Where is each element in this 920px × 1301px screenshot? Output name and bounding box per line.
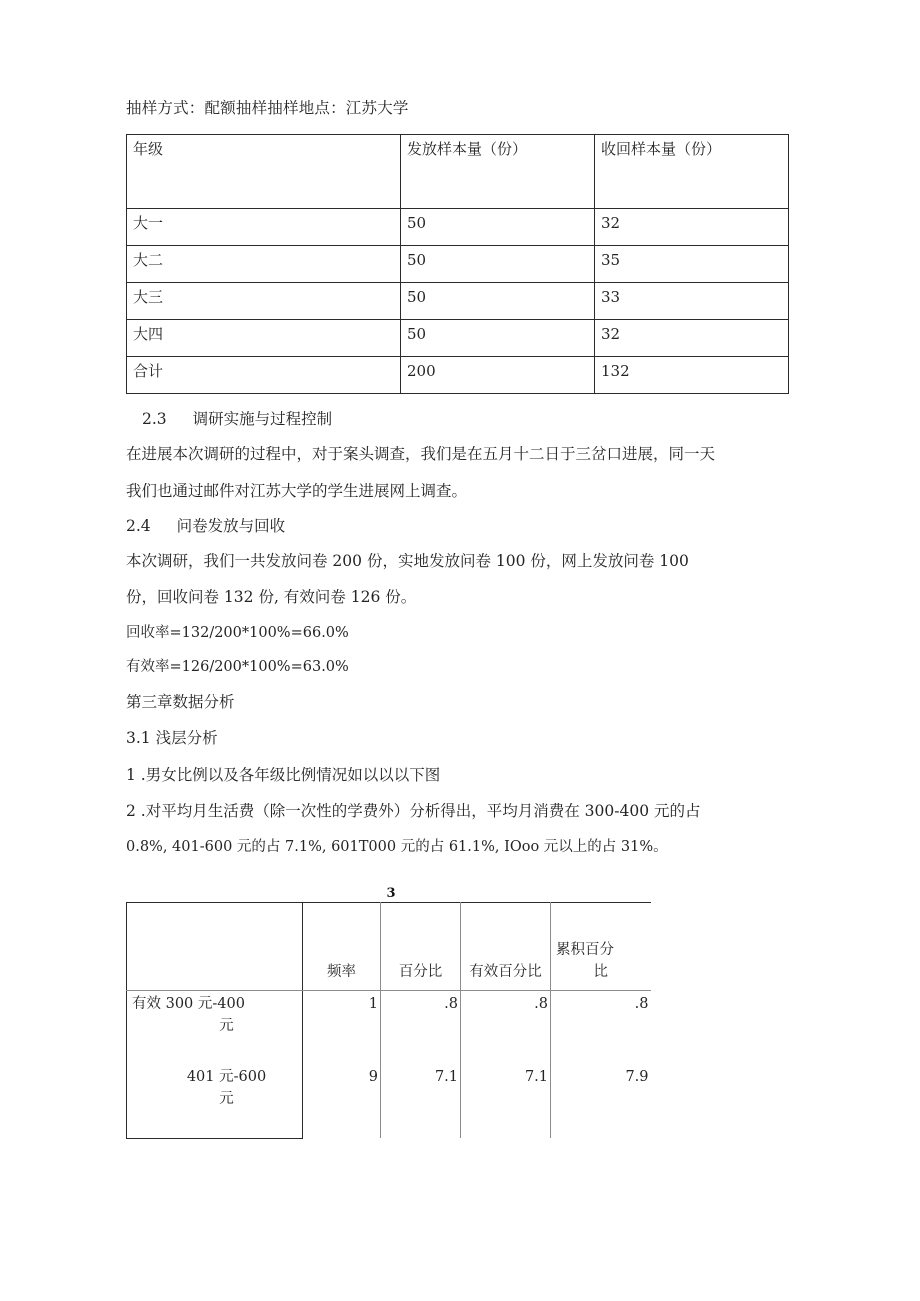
table-cell-returned: 32 — [595, 320, 789, 357]
table-cell-grade: 大一 — [127, 209, 401, 246]
cumulative-percent-line-2: 比 — [593, 964, 608, 981]
table-row — [127, 246, 789, 283]
frequency-row-percent: 7.1 — [381, 1064, 461, 1138]
validity-rate-line: 有效率=126/200*100%=63.0% — [126, 658, 349, 675]
table-cell-issued: 50 — [401, 320, 595, 357]
table-cell-issued: 50 — [401, 283, 595, 320]
paragraph-2-4-line-1: 本次调研，我们一共发放问卷 200 份，实地发放问卷 100 份，网上发放问卷 100 — [126, 552, 689, 571]
frequency-row-percent: .8 — [381, 990, 461, 1064]
frequency-table-caption: 3 — [386, 885, 396, 901]
frequency-table — [126, 902, 651, 1139]
section-number: 2.4 — [126, 516, 151, 535]
table-cell-grade: 大二 — [127, 246, 401, 283]
table-row — [127, 283, 789, 320]
table-row — [127, 209, 789, 246]
frequency-row-valid-percent: .8 — [461, 990, 551, 1064]
table-row-total — [127, 357, 789, 394]
frequency-table-wrapper — [126, 886, 650, 1139]
frequency-table-header-row — [127, 902, 651, 990]
frequency-header-cell-blank — [127, 902, 303, 990]
chapter-3-title: 第三章数据分析 — [126, 693, 235, 712]
frequency-row-cumulative-percent: 7.9 — [625, 1069, 649, 1086]
document-content — [126, 96, 790, 1139]
table-cell-returned: 132 — [595, 357, 789, 394]
section-heading-2-4 — [126, 509, 790, 543]
table-header-cell-grade: 年级 — [127, 135, 401, 209]
cumulative-percent-line-1: 累积百分 — [556, 942, 614, 959]
frequency-row-label — [127, 990, 303, 1064]
frequency-row-label-line-1: 401 元-600 — [186, 1069, 267, 1086]
frequency-header-cell-frequency: 频率 — [303, 902, 381, 990]
frequency-row-cumulative-percent: .8 — [634, 995, 649, 1012]
table-row — [127, 320, 789, 357]
list-item-2-line-2: 0.8%, 401-600 元的占 7.1%, 601T000 元的占 61.1%, IOoo 元以上的占 31%。 — [126, 838, 668, 855]
table-cell-grade: 大三 — [127, 283, 401, 320]
frequency-row-frequency: 9 — [303, 1064, 381, 1138]
list-item-2-line-1: 2 .对平均月生活费（除一次性的学费外）分析得出，平均月消费在 300-400 元的占 — [126, 802, 701, 821]
frequency-row-frequency: 1 — [303, 990, 381, 1064]
table-cell-issued: 200 — [401, 357, 595, 394]
table-header-cell-issued: 发放样本量（份） — [401, 135, 595, 209]
frequency-table-row — [127, 990, 651, 1064]
table-cell-grade: 大四 — [127, 320, 401, 357]
table-cell-returned: 35 — [595, 246, 789, 283]
frequency-row-label — [127, 1064, 303, 1138]
section-heading-2-3 — [126, 402, 790, 436]
paragraph-2-3-line-2: 我们也通过邮件对江苏大学的学生进展网上调查。 — [126, 481, 468, 500]
frequency-header-cell-percent: 百分比 — [381, 902, 461, 990]
paragraph-2-4-line-2: 份，回收问卷 132 份, 有效问卷 126 份。 — [126, 588, 417, 607]
table-cell-returned: 32 — [595, 209, 789, 246]
intro-line: 抽样方式：配额抽样抽样地点：江苏大学 — [126, 99, 409, 117]
section-title: 问卷发放与回收 — [176, 516, 286, 535]
frequency-row-valid-percent: 7.1 — [461, 1064, 551, 1138]
frequency-header-cell-valid-percent: 有效百分比 — [461, 902, 551, 990]
table-cell-grade: 合计 — [127, 357, 401, 394]
frequency-row-label-line-1: 有效 300 元-400 — [132, 995, 245, 1012]
list-item-1: 1 .男女比例以及各年级比例情况如以以以下图 — [126, 765, 441, 784]
table-cell-issued: 50 — [401, 246, 595, 283]
table-header-cell-returned: 收回样本量（份） — [595, 135, 789, 209]
table-cell-issued: 50 — [401, 209, 595, 246]
frequency-header-cell-cumulative-percent — [551, 902, 651, 990]
section-title: 调研实施与过程控制 — [192, 410, 333, 429]
section-heading-3-1: 3.1 浅层分析 — [126, 729, 218, 748]
section-number: 2.3 — [142, 410, 167, 429]
frequency-row-label-line-2: 元 — [219, 1017, 234, 1034]
sample-distribution-table — [126, 134, 789, 394]
table-cell-returned: 33 — [595, 283, 789, 320]
recovery-rate-line: 回收率=132/200*100%=66.0% — [126, 624, 349, 641]
frequency-row-label-line-2: 元 — [219, 1091, 234, 1108]
paragraph-2-3-line-1: 在进展本次调研的过程中，对于案头调查，我们是在五月十二日于三岔口进展，同一天 — [126, 445, 716, 464]
frequency-table-row — [127, 1064, 651, 1138]
table-header-row — [127, 135, 789, 209]
